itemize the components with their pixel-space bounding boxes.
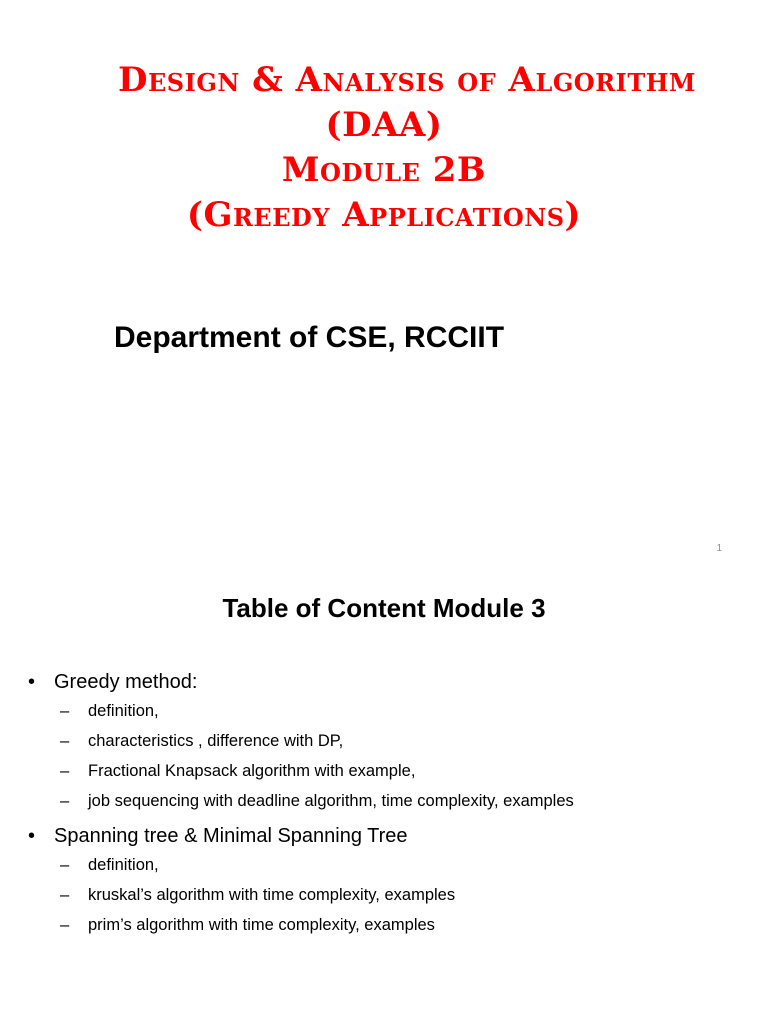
sub-item-text: definition, (88, 856, 159, 874)
sub-list-item (60, 850, 748, 880)
bullet-icon: • (28, 825, 36, 847)
title-line-4: (Greedy Applications) (186, 195, 582, 235)
title-line-3: Module 2B (281, 150, 487, 190)
slide-title (0, 58, 768, 238)
title-line-2: (DAA) (325, 105, 443, 145)
dash-icon: – (60, 702, 70, 720)
sub-item-text: prim’s algorithm with time complexity, examples (88, 916, 435, 934)
list-item (28, 668, 748, 696)
sub-list-item (60, 756, 748, 786)
page-number: 1 (716, 543, 722, 554)
toc-list (28, 662, 748, 940)
toc-title: Table of Content Module 3 (222, 593, 546, 623)
sub-list-item (60, 726, 748, 756)
dash-icon: – (60, 916, 70, 934)
department-text: Department of CSE, RCCIIT (113, 321, 505, 354)
dash-icon: – (60, 762, 70, 780)
list-item (28, 822, 748, 850)
dash-icon: – (60, 732, 70, 750)
bullet-icon: • (28, 671, 36, 693)
dash-icon: – (60, 856, 70, 874)
sub-list-item (60, 786, 748, 816)
department-subtitle (0, 318, 768, 358)
sub-list (60, 696, 748, 816)
slide-2 (0, 576, 768, 1024)
sub-item-text: characteristics , difference with DP, (88, 732, 344, 750)
sub-item-text: kruskal’s algorithm with time complexity, examples (88, 886, 456, 904)
bullet-text: Spanning tree & Minimal Spanning Tree (54, 825, 408, 847)
title-line-1: Design & Analysis of Algorithm (118, 60, 696, 100)
sub-item-text: Fractional Knapsack algorithm with example, (88, 762, 416, 780)
sub-list-item (60, 910, 748, 940)
bullet-text: Greedy method: (54, 671, 198, 693)
sub-list (60, 850, 748, 940)
dash-icon: – (60, 792, 70, 810)
sub-list-item (60, 880, 748, 910)
sub-item-text: job sequencing with deadline algorithm, time complexity, examples (88, 792, 574, 810)
dash-icon: – (60, 886, 70, 904)
sub-list-item (60, 696, 748, 726)
sub-item-text: definition, (88, 702, 159, 720)
